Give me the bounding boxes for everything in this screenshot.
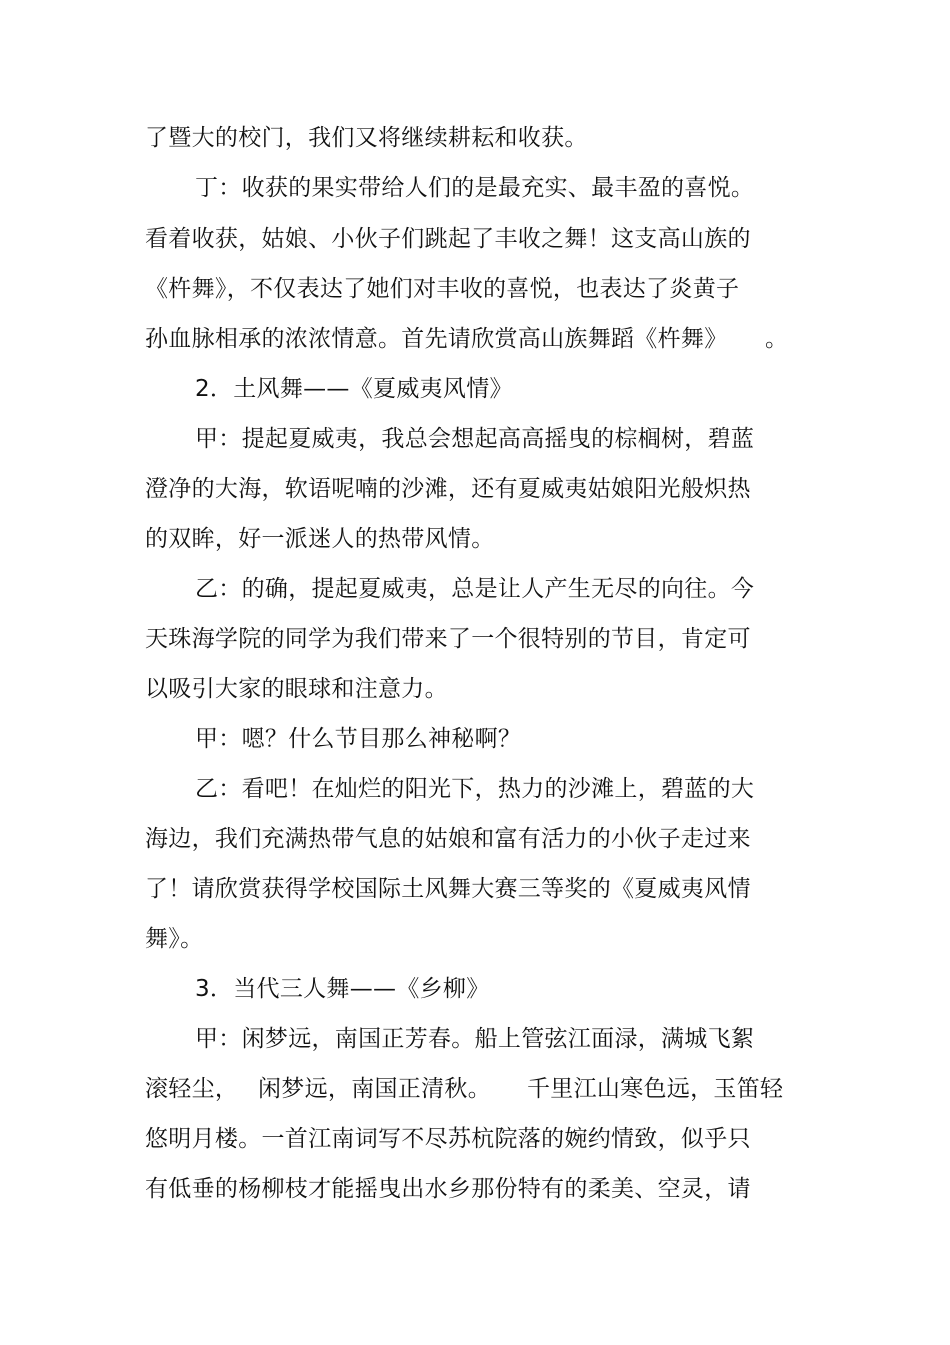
text-line: 天珠海学院的同学为我们带来了一个很特别的节目，肯定可	[145, 626, 751, 652]
text-line: 甲：闲梦远，南国正芳春。船上管弦江面渌，满城飞絮	[195, 1026, 755, 1052]
text-line: 甲：提起夏威夷，我总会想起高高摇曳的棕榈树，碧蓝	[195, 426, 755, 452]
text-line: 海边，我们充满热带气息的姑娘和富有活力的小伙子走过来	[145, 826, 751, 852]
text-line: 。	[765, 326, 789, 352]
text-line: 了！请欣赏获得学校国际土风舞大赛三等奖的《夏威夷风情	[145, 876, 751, 902]
text-line: 澄净的大海，软语呢喃的沙滩，还有夏威夷姑娘阳光般炽热	[145, 476, 751, 502]
text-line: 丁：收获的果实带给人们的是最充实、最丰盈的喜悦。	[195, 175, 755, 201]
text-line: 乙：的确，提起夏威夷，总是让人产生无尽的向往。今	[195, 576, 755, 602]
text-line: 有低垂的杨柳枝才能摇曳出水乡那份特有的柔美、空灵，请	[145, 1176, 751, 1202]
text-line: 滚轻尘，	[145, 1076, 239, 1102]
text-line: 了暨大的校门，我们又将继续耕耘和收获。	[145, 125, 588, 151]
section-heading: 3．当代三人舞——《乡柳》	[195, 976, 490, 1002]
text-line: 舞》。	[145, 926, 204, 952]
text-line: 甲：嗯？什么节目那么神秘啊？	[195, 726, 522, 752]
text-line: 孙血脉相承的浓浓情意。首先请欣赏高山族舞蹈《杵舞》	[145, 326, 728, 352]
text-line: 悠明月楼。一首江南词写不尽苏杭院落的婉约情致，似乎只	[145, 1126, 751, 1152]
text-line: 以吸引大家的眼球和注意力。	[145, 676, 448, 702]
text-line: 乙：看吧！在灿烂的阳光下，热力的沙滩上，碧蓝的大	[195, 776, 755, 802]
text-line: 《杵舞》，不仅表达了她们对丰收的喜悦，也表达了炎黄子	[145, 276, 740, 302]
section-heading: 2．土风舞——《夏威夷风情》	[195, 376, 513, 402]
text-line: 看着收获，姑娘、小伙子们跳起了丰收之舞！这支高山族的	[145, 226, 751, 252]
text-line: 的双眸，好一派迷人的热带风情。	[145, 526, 495, 552]
text-line: 闲梦远，南国正清秋。	[258, 1076, 491, 1102]
text-line: 千里江山寒色远，玉笛轻	[527, 1076, 784, 1102]
